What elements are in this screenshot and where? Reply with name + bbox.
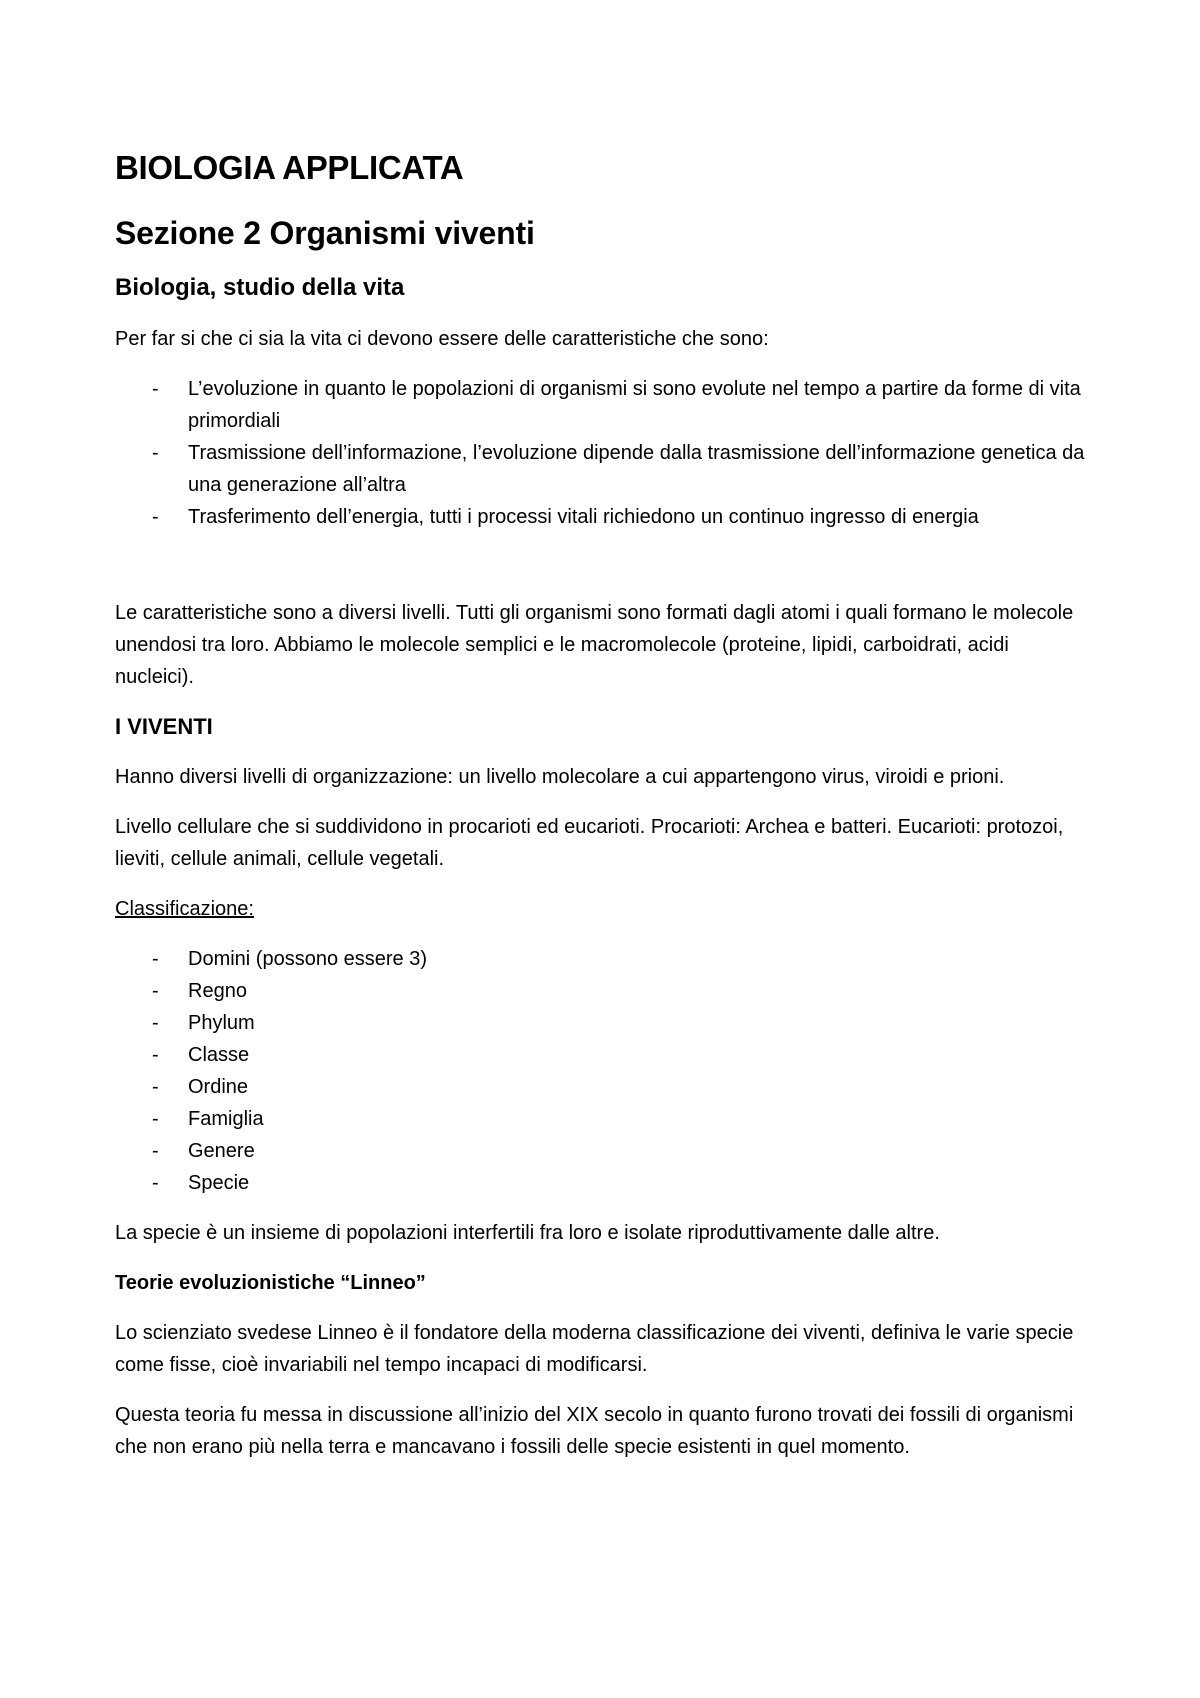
linneo-paragraph: Lo scienziato svedese Linneo è il fondatore della moderna classificazione dei viventi, definiva le varie specie come fisse, cioè invariabili nel tempo incapaci di modificarsi.	[115, 1321, 1074, 1376]
dash-bullet: -	[152, 377, 159, 400]
organization-paragraph: Hanno diversi livelli di organizzazione: un livello molecolare a cui appartengono virus, viroidi e prioni.	[115, 765, 1005, 788]
list-item	[115, 1039, 1090, 1071]
cellular-paragraph: Livello cellulare che si suddividono in procarioti ed eucarioti. Procarioti: Archea e batteri. Eucarioti: protozoi, lieviti, cellule animali, cellule vegetali.	[115, 815, 1064, 870]
dash-bullet: -	[152, 441, 159, 464]
list-item-text: Famiglia	[188, 1107, 264, 1130]
document-title: BIOLOGIA APPLICATA	[115, 149, 464, 186]
section-heading-biologia: Biologia, studio della vita	[115, 273, 405, 301]
classification-label: Classificazione:	[115, 897, 254, 920]
list-item	[115, 437, 1090, 501]
list-item-text: L’evoluzione in quanto le popolazioni di organismi si sono evolute nel tempo a partire da forme di vita primordiali	[188, 377, 1081, 432]
section-heading-linneo: Teorie evoluzionistiche “Linneo”	[115, 1271, 426, 1294]
classification-list	[115, 943, 1090, 1199]
dash-bullet: -	[152, 1011, 159, 1034]
list-item	[115, 943, 1090, 975]
section-title: Sezione 2 Organismi viventi	[115, 214, 535, 251]
dash-bullet: -	[152, 1139, 159, 1162]
dash-bullet: -	[152, 505, 159, 528]
dash-bullet: -	[152, 1107, 159, 1130]
dash-bullet: -	[152, 1075, 159, 1098]
list-item-text: Domini (possono essere 3)	[188, 947, 427, 970]
dash-bullet: -	[152, 1043, 159, 1066]
list-item	[115, 1135, 1090, 1167]
list-item	[115, 1007, 1090, 1039]
list-item	[115, 501, 1090, 533]
list-item-text: Specie	[188, 1171, 250, 1194]
dash-bullet: -	[152, 947, 159, 970]
list-item	[115, 373, 1090, 437]
list-item-text: Regno	[188, 979, 247, 1002]
list-item-text: Trasferimento dell’energia, tutti i processi vitali richiedono un continuo ingresso di energia	[188, 505, 979, 528]
dash-bullet: -	[152, 979, 159, 1002]
intro-paragraph: Per far si che ci sia la vita ci devono essere delle caratteristiche che sono:	[115, 327, 769, 350]
document-page	[115, 148, 1090, 1481]
section-heading-viventi: I VIVENTI	[115, 713, 213, 739]
list-item	[115, 1103, 1090, 1135]
list-item-text: Phylum	[188, 1011, 255, 1034]
list-item-text: Trasmissione dell’informazione, l’evoluzione dipende dalla trasmissione dell’informazione genetica da una generazione all’altra	[188, 441, 1085, 496]
levels-paragraph: Le caratteristiche sono a diversi livelli. Tutti gli organismi sono formati dagli atomi i quali formano le molecole unendosi tra loro. Abbiamo le molecole semplici e le macromolecole (proteine, lipidi, carboidrati, acidi nucleici).	[115, 601, 1074, 688]
list-item-text: Classe	[188, 1043, 250, 1066]
species-definition: La specie è un insieme di popolazioni interfertili fra loro e isolate riproduttivamente dalle altre.	[115, 1221, 940, 1244]
list-item	[115, 975, 1090, 1007]
list-item-text: Genere	[188, 1139, 255, 1162]
characteristics-list	[115, 373, 1090, 533]
theory-discussion-paragraph: Questa teoria fu messa in discussione all’inizio del XIX secolo in quanto furono trovati dei fossili di organismi che non erano più nella terra e mancavano i fossili delle specie esistenti in quel momento.	[115, 1403, 1074, 1458]
list-item	[115, 1071, 1090, 1103]
dash-bullet: -	[152, 1171, 159, 1194]
spacer	[115, 551, 1090, 597]
list-item-text: Ordine	[188, 1075, 249, 1098]
list-item	[115, 1167, 1090, 1199]
